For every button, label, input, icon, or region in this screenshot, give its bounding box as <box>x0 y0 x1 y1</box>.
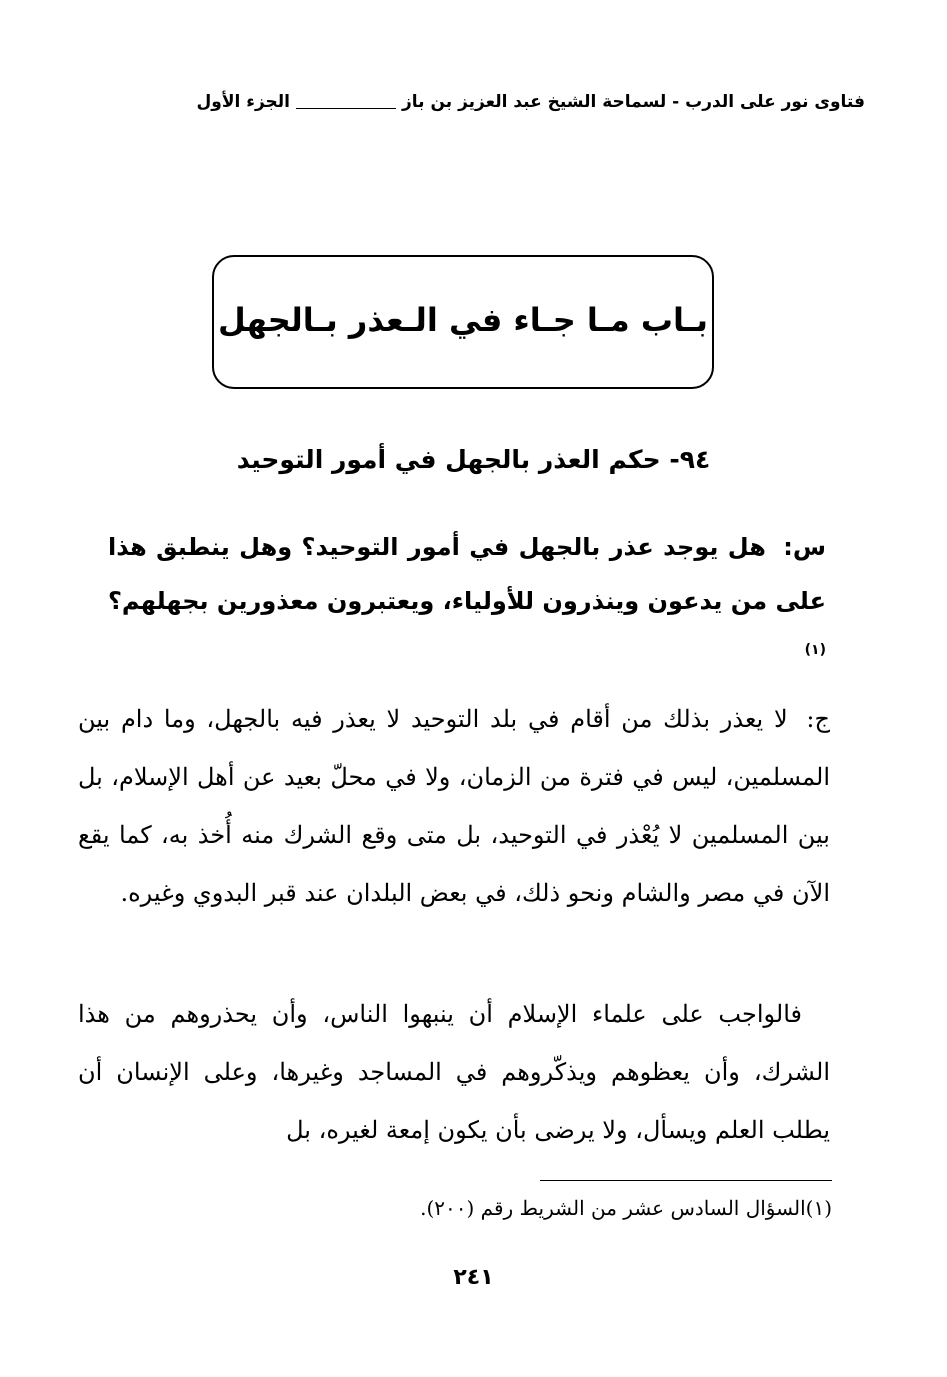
book-title: فتاوى نور على الدرب - لسماحة الشيخ عبد العزيز بن باز <box>402 92 865 112</box>
chapter-title-box <box>212 255 714 389</box>
section-title: ٩٤- حكم العذر بالجهل في أمور التوحيد <box>236 445 711 474</box>
answer-block <box>78 690 830 922</box>
question-label: س: <box>783 533 827 561</box>
question-text: هل يوجد عذر بالجهل في أمور التوحيد؟ وهل ينطبق هذا على من يدعون وينذرون للأولياء، ويعتبرون معذورين بجهلهم؟ <box>108 533 826 615</box>
page-header <box>85 82 865 122</box>
answer-label: ج: <box>806 705 830 733</box>
footnote: (١)السؤال السادس عشر من الشريط رقم (٢٠٠). <box>420 1196 832 1220</box>
question-block <box>108 520 826 682</box>
chapter-title: بـاب مـا جـاء في الـعذر بـالجهل <box>218 301 708 339</box>
footnote-divider <box>540 1180 832 1181</box>
header-rule <box>296 108 396 109</box>
body-paragraph: فالواجب على علماء الإسلام أن ينبهوا الناس، وأن يحذروهم من هذا الشرك، وأن يعظوهم ويذكّروهم في المساجد وغيرها، وعلى الإنسان أن يطلب العلم ويسأل، ولا يرضى بأن يكون إمعة لغيره، بل <box>78 1000 830 1144</box>
footnote-reference: (١) <box>804 642 826 658</box>
volume-label: الجزء الأول <box>196 92 290 112</box>
answer-text: لا يعذر بذلك من أقام في بلد التوحيد لا يعذر فيه بالجهل، وما دام بين المسلمين، ليس في فترة من الزمان، ولا في محلّ بعيد عن أهل الإسلام، بل بين المسلمين لا يُعْذر في التوحيد، بل متى وقع الشرك منه أُخذ به، كما يقع الآن في مصر والشام ونحو ذلك، في بعض البلدان عند قبر البدوي وغيره. <box>78 705 830 907</box>
page-number: ٢٤١ <box>453 1265 494 1290</box>
